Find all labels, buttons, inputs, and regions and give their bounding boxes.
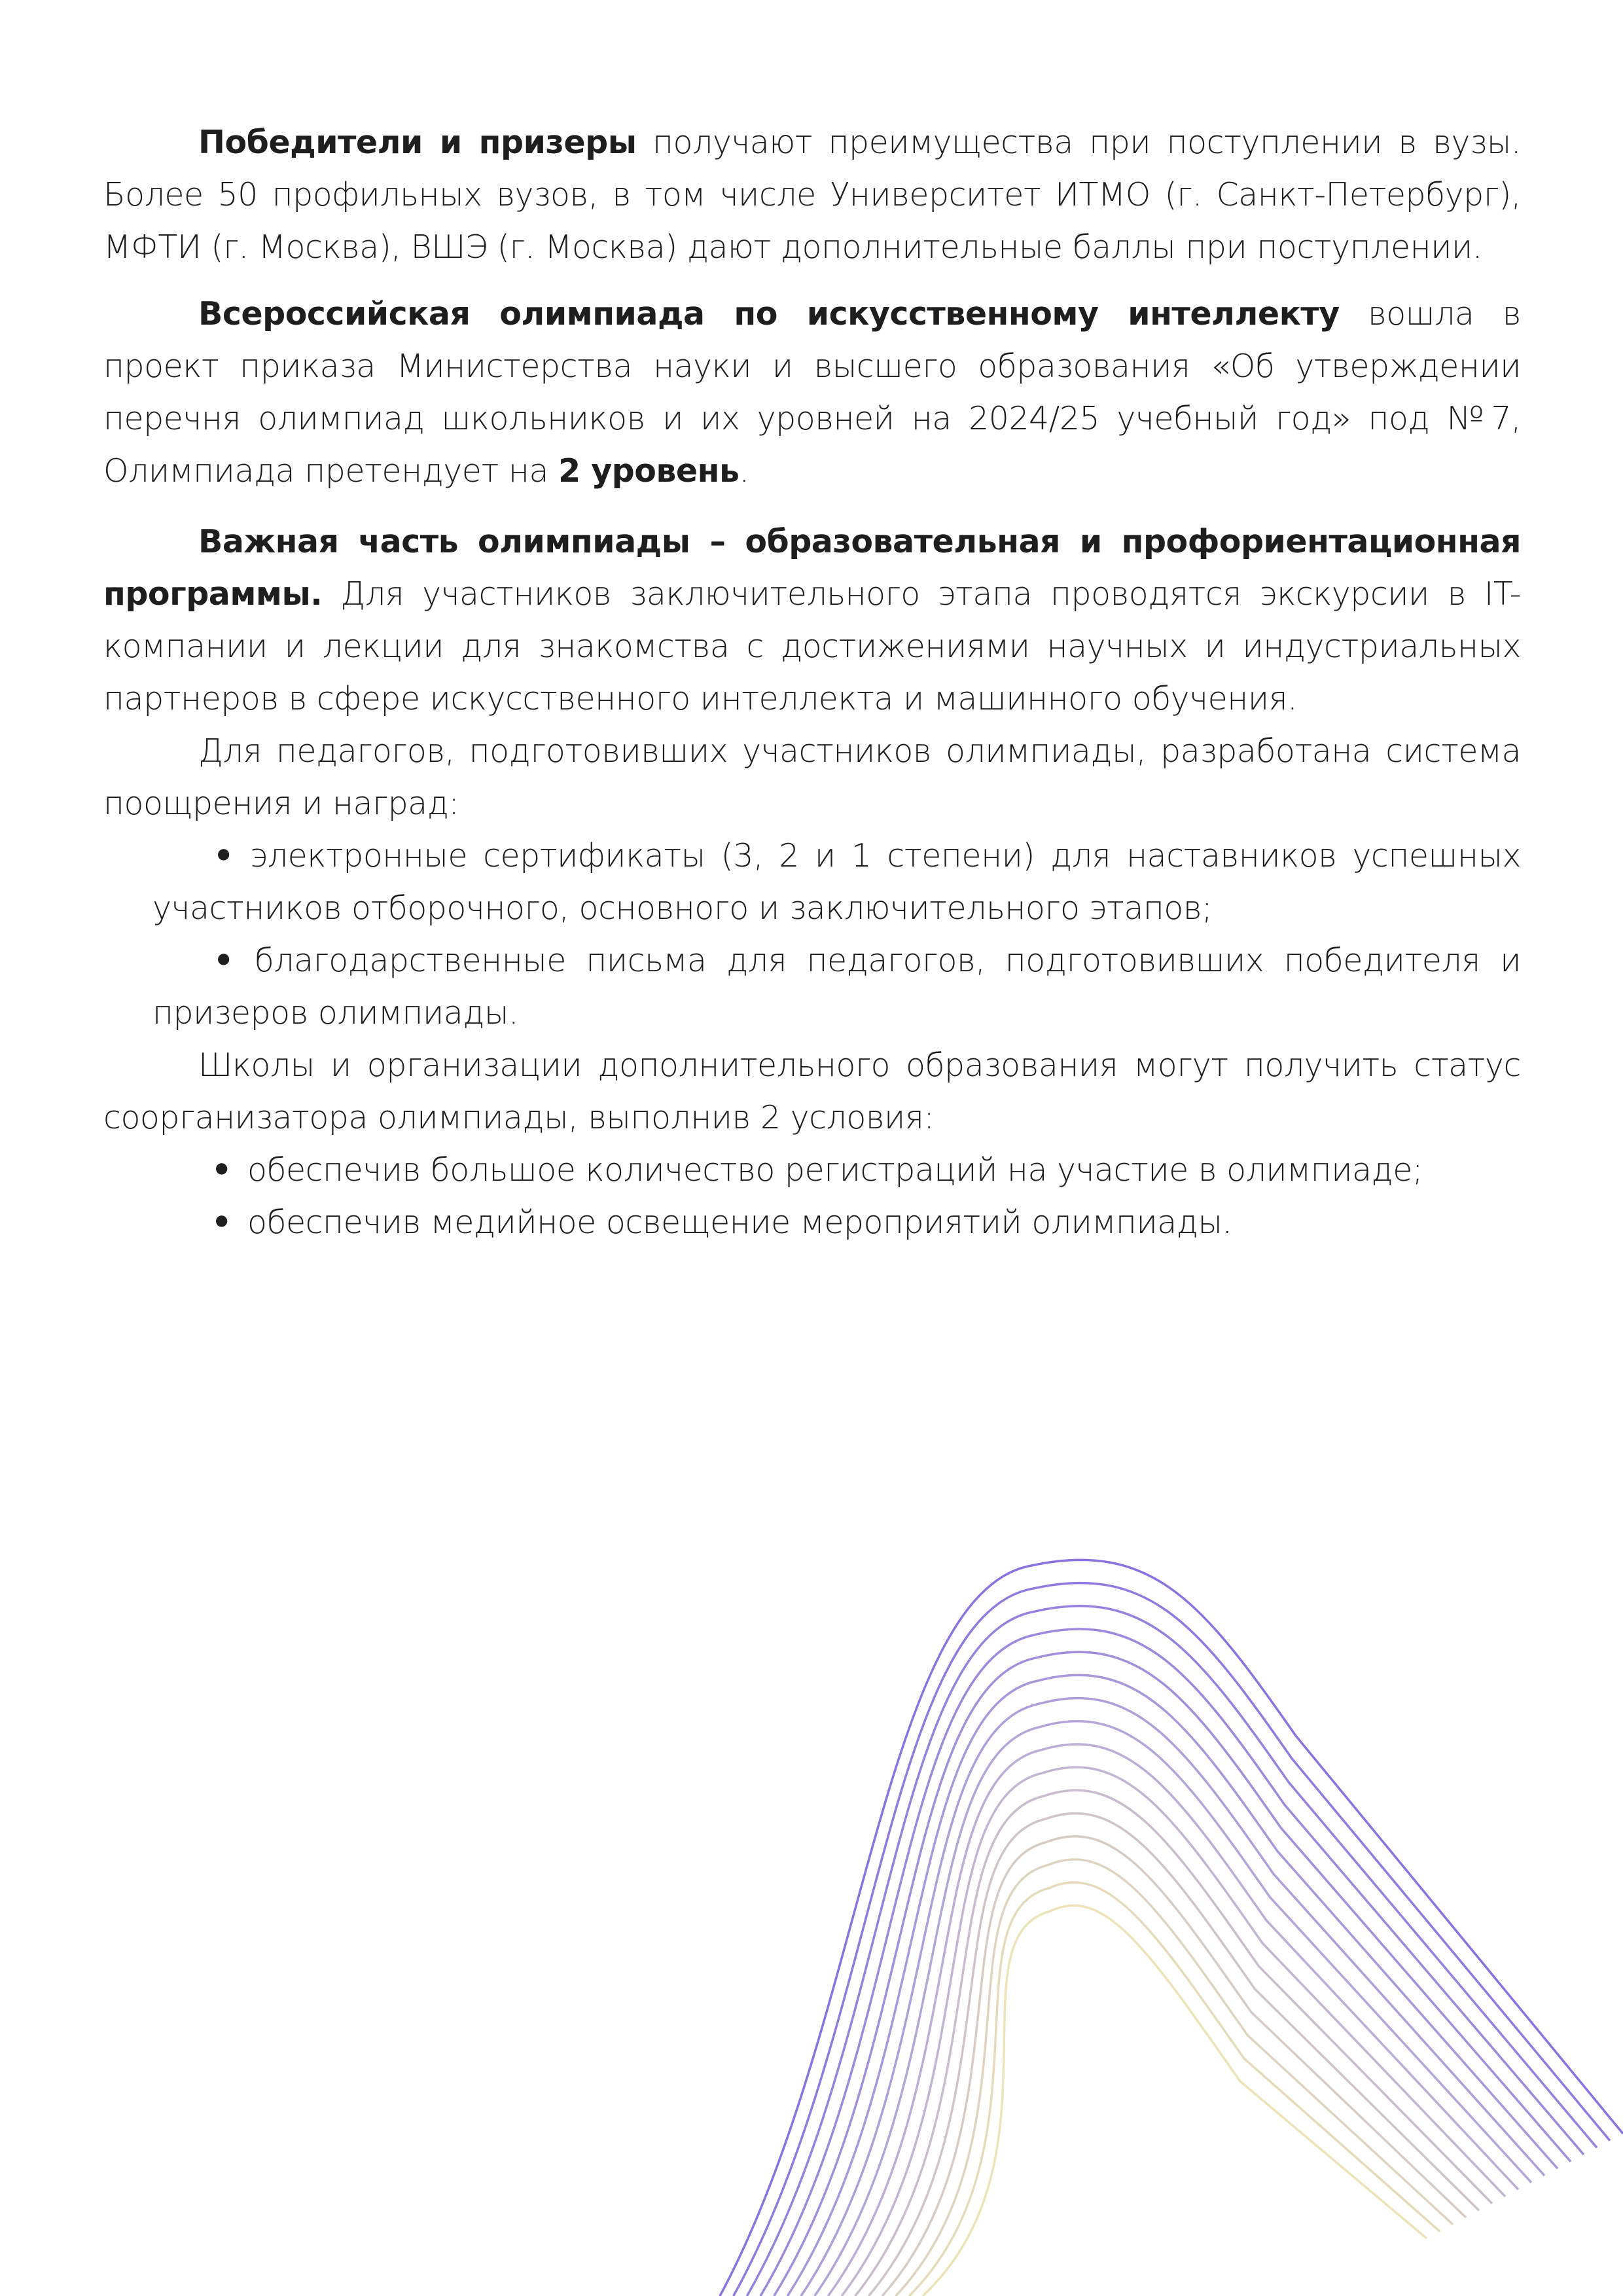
winners-text: получают преимущества при поступлении в вузы. Более 50 профильных вузов, в том числе Университет ИТМО (г. Санкт-Петербург), МФТИ (г. Москва), ВШЭ (г. Москва) дают дополнительные баллы при поступлении.: [103, 124, 1521, 266]
wave-line: [923, 1905, 1427, 2296]
bullet-icon: •: [211, 1204, 232, 1241]
wave-line: [747, 1606, 1597, 2296]
wave-line: [828, 1744, 1518, 2296]
olympiad-level: 2 уровень: [558, 452, 740, 490]
teacher-award-text: электронные сертификаты (3, 2 и 1 степени) для наставников успешных участников отборочного, основного и заключительного этапов;: [152, 837, 1521, 927]
wave-line: [882, 1837, 1466, 2296]
olympiad-name: Всероссийская олимпиада по искусственному интеллекту: [198, 295, 1340, 332]
program-heading: Важная часть олимпиады – образовательная и профориентационная программы.: [103, 523, 1521, 613]
winners-heading: Победители и призеры: [198, 124, 637, 161]
teacher-award-text: благодарственные письма для педагогов, подготовивших победителя и призеров олимпиады.: [152, 942, 1521, 1031]
coorganizer-paragraph: Школы и организации дополнительного образования могут получить статус соорганизатора олимпиады, выполнив 2 условия:: [103, 1047, 1521, 1136]
olympiad-status-text: вошла в проект приказа Министерства науки и высшего образования «Об утверждении перечня олимпиад школьников и их уровней на 2024/25 учебный год» под №7, Олимпиада претендует на: [103, 295, 1521, 490]
condition-text: обеспечив большое количество регистраций на участие в олимпиаде;: [247, 1151, 1423, 1189]
program-text: Для участников заключительного этапа проводятся экскурсии в IT-компании и лекции для знакомства с достижениями научных и индустриальных партнеров в сфере искусственного интеллекта и машинного обучения.: [103, 575, 1521, 717]
teachers-paragraph: Для педагогов, подготовивших участников олимпиады, разработана система поощрения и наград:: [103, 732, 1521, 822]
bullet-icon: •: [211, 1151, 232, 1189]
condition-text: обеспечив медийное освещение мероприятий олимпиады.: [247, 1204, 1232, 1241]
wave-line: [842, 1767, 1505, 2296]
olympiad-status-end: .: [739, 452, 749, 490]
bullet-icon: •: [213, 837, 251, 874]
wave-line: [720, 1560, 1623, 2296]
bullet-icon: •: [213, 942, 255, 979]
